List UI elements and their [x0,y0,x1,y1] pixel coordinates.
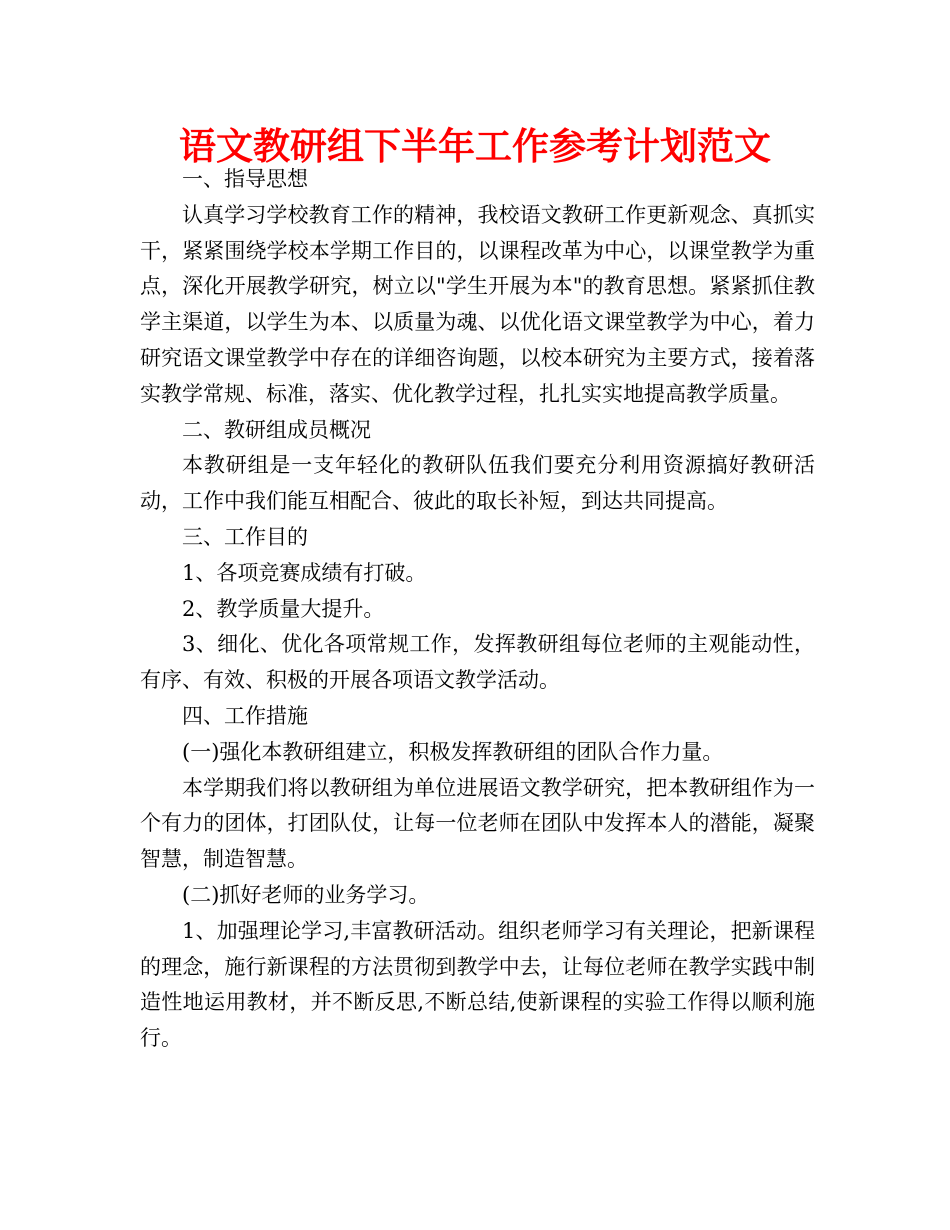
goal-item-2: 2、教学质量大提升。 [182,596,385,621]
section-heading-members: 二、教研组成员概况 [182,417,371,442]
section-heading-goals: 三、工作目的 [182,524,308,549]
goal-item-3: 3、细化、优化各项常规工作，发挥教研组每位老师的主观能动性，有序、有效、积极的开展各项语文教学活动。 [140,632,815,693]
measure-subheading-2: (二)抓好老师的业务学习。 [182,882,430,907]
paragraph-members: 本教研组是一支年轻化的教研队伍我们要充分利用资源搞好教研活动，工作中我们能互相配合、彼此的取长补短，到达共同提高。 [140,453,815,514]
paragraph-measure-2-item-1: 1、加强理论学习,丰富教研活动。组织老师学习有关理论，把新课程的理念，施行新课程的方法贯彻到教学中去，让每位老师在教学实践中制造性地运用教材，并不断反思,不断总结,使新课程的实验工作得以顺利施行。 [140,918,815,1051]
section-heading-measures: 四、工作措施 [182,703,308,728]
document-title: 语文教研组下半年工作参考计划范文 [179,125,771,168]
measure-subheading-1: (一)强化本教研组建立，积极发挥教研组的团队合作力量。 [182,739,724,764]
document-body [140,162,815,1057]
section-heading-guiding-ideology: 一、指导思想 [182,167,308,191]
paragraph-measure-1: 本学期我们将以教研组为单位进展语文教学研究，把本教研组作为一个有力的团体，打团队仗，让每一位老师在团队中发挥本人的潜能，凝聚智慧，制造智慧。 [140,775,815,872]
paragraph-guiding-ideology: 认真学习学校教育工作的精神，我校语文教研工作更新观念、真抓实干，紧紧围绕学校本学期工作目的，以课程改革为中心，以课堂教学为重点，深化开展教学研究，树立以"学生开展为本"的教育思想。紧紧抓住教学主渠道，以学生为本、以质量为魂、以优化语文课堂教学为中心，着力研究语文课堂教学中存在的详细咨询题，以校本研究为主要方式，接着落实教学常规、标准，落实、优化教学过程，扎扎实实地提高教学质量。 [140,202,815,406]
goal-item-1: 1、各项竞赛成绩有打破。 [182,560,427,585]
